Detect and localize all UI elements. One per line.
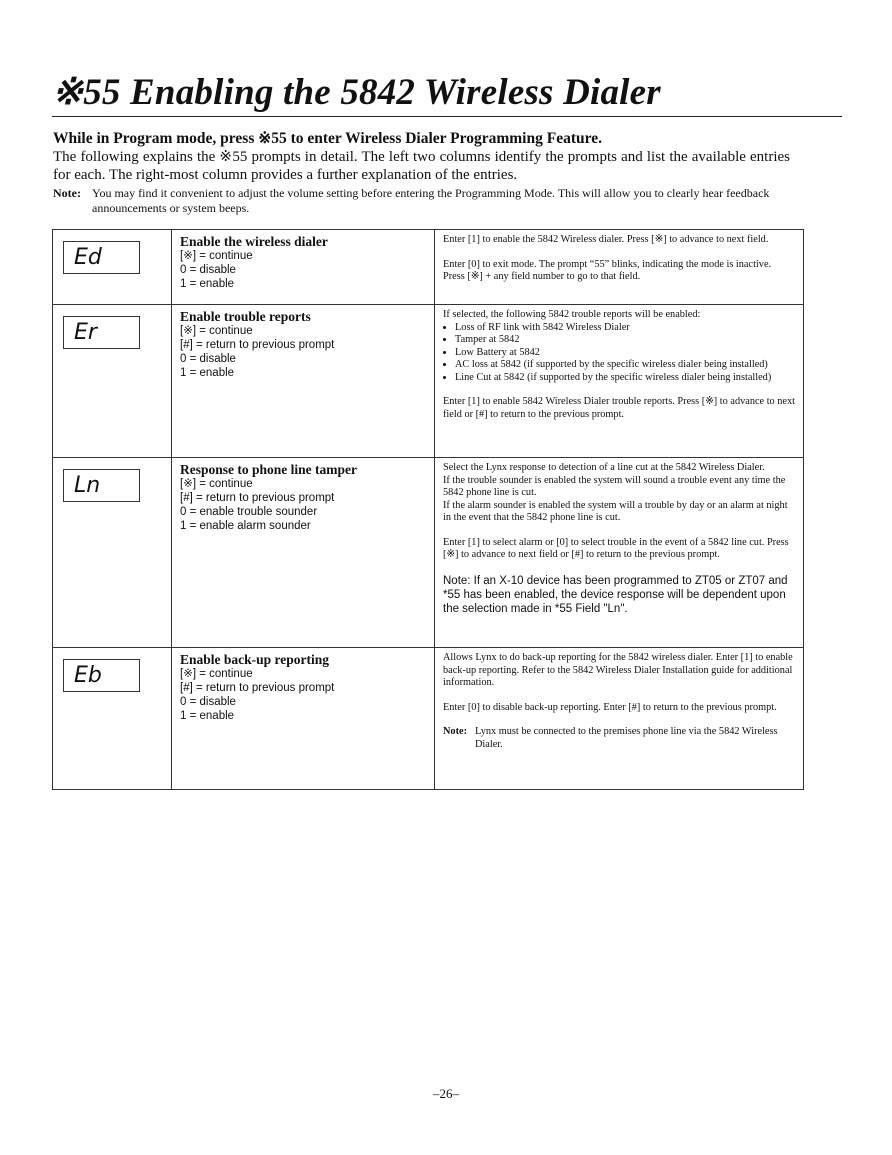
prompt-option: 0 = disable	[180, 696, 236, 708]
display-cell	[53, 648, 172, 790]
description-paragraph: Select the Lynx response to detection of a line cut at the 5842 Wireless Dialer.	[443, 462, 765, 473]
list-item: • Tamper at 5842	[455, 334, 795, 347]
prompt-options	[180, 249, 434, 291]
description-paragraph: If the trouble sounder is enabled the system will sound a trouble event any time the 5842 phone line is cut.	[443, 474, 786, 498]
description-cell	[435, 648, 804, 790]
description-cell	[435, 458, 804, 648]
description-paragraph: Enter [1] to select alarm or [0] to select trouble in the event of a 5842 line cut. Press [※] to advance to next field or [#] to return to the previous prompt.	[443, 536, 789, 560]
prompt-options	[180, 324, 434, 380]
prompt-title: Enable the wireless dialer	[180, 234, 328, 249]
description-cell	[435, 230, 804, 305]
prompt-title: Enable trouble reports	[180, 309, 311, 324]
table-row	[53, 230, 804, 305]
description-cell	[435, 305, 804, 458]
prompt-option: [※] = continue	[180, 478, 253, 490]
note-label: Note:	[443, 726, 468, 737]
table-row	[53, 648, 804, 790]
intro-text: The following explains the ※55 prompts in detail. The left two columns identify the prompts and list the available entries for each. The right-most column provides a further explanation of the entries.	[53, 149, 790, 183]
table-row	[53, 458, 804, 648]
display-cell	[53, 305, 172, 458]
list-item: • Loss of RF link with 5842 Wireless Dialer	[455, 322, 795, 335]
description-paragraph: If the alarm sounder is enabled the system will a trouble by day or an alarm at night in the event that the 5842 phone line is cut.	[443, 499, 788, 523]
backup-note	[443, 726, 795, 751]
prompt-title: Response to phone line tamper	[180, 462, 358, 477]
prompt-option: [#] = return to previous prompt	[180, 492, 335, 504]
prompt-cell	[172, 458, 435, 648]
list-item: • AC loss at 5842 (if supported by the specific wireless dialer being installed)	[455, 359, 795, 372]
prompt-option: 0 = disable	[180, 264, 236, 276]
intro-bold-text: While in Program mode, press ※55 to enter Wireless Dialer Programming Feature.	[53, 130, 602, 147]
prompt-option: [※] = continue	[180, 668, 253, 680]
prompt-option: 0 = disable	[180, 353, 236, 365]
description-paragraph: Enter [0] to exit mode. The prompt “55” blinks, indicating the mode is inactive. Press [※] + any field number to go to that field.	[443, 258, 772, 282]
prompt-cell	[172, 230, 435, 305]
prompt-option: 1 = enable	[180, 710, 235, 722]
keypad-display: Eb	[63, 659, 140, 692]
prompt-option: 1 = enable	[180, 367, 235, 379]
note-text: Lynx must be connected to the premises phone line via the 5842 Wireless Dialer.	[475, 726, 778, 750]
prompt-option: 1 = enable alarm sounder	[180, 520, 311, 532]
prompt-option: [※] = continue	[180, 325, 253, 337]
prompt-options	[180, 667, 434, 723]
prompt-cell	[172, 305, 435, 458]
description-paragraph: Enter [1] to enable 5842 Wireless Dialer trouble reports. Press [※] to advance to next field or [#] to return to the previous prompt.	[443, 396, 795, 420]
prompt-option: [#] = return to previous prompt	[180, 339, 335, 351]
display-cell	[53, 458, 172, 648]
title-rule	[52, 116, 842, 117]
prompt-option: 0 = enable trouble sounder	[180, 506, 318, 518]
description-paragraph: Enter [0] to disable back-up reporting. Enter [#] to return to the previous prompt.	[443, 701, 777, 713]
x10-note: Note: If an X-10 device has been programmed to ZT05 or ZT07 and *55 has been enabled, the device response will be dependent upon the selection made in *55 Field "Ln".	[443, 574, 788, 615]
description-paragraph: Allows Lynx to do back-up reporting for the 5842 wireless dialer. Enter [1] to enable back-up reporting. Refer to the 5842 Wireless Dialer Installation guide for additional information.	[443, 652, 793, 688]
note-label: Note:	[53, 186, 81, 200]
intro-note	[53, 186, 798, 215]
page-number: –26–	[433, 1086, 459, 1101]
display-cell	[53, 230, 172, 305]
prompt-option: [#] = return to previous prompt	[180, 682, 335, 694]
prompt-cell	[172, 648, 435, 790]
note-text: You may find it convenient to adjust the volume setting before entering the Programming Mode. This will allow you to clearly hear feedback announcements or system beeps.	[92, 186, 770, 215]
prompts-table	[52, 229, 804, 790]
list-item: • Low Battery at 5842	[455, 347, 795, 360]
list-item: • Line Cut at 5842 (if supported by the specific wireless dialer being installed)	[455, 372, 795, 385]
prompt-option: [※] = continue	[180, 250, 253, 262]
prompt-options	[180, 477, 434, 533]
page-title: ※55 Enabling the 5842 Wireless Dialer	[52, 72, 661, 113]
keypad-display: Ln	[63, 469, 140, 502]
table-row	[53, 305, 804, 458]
description-paragraph: Enter [1] to enable the 5842 Wireless dialer. Press [※] to advance to next field.	[443, 234, 769, 245]
keypad-display: Ed	[63, 241, 140, 274]
trouble-report-list	[443, 322, 795, 385]
keypad-display: Er	[63, 316, 140, 349]
description-paragraph: If selected, the following 5842 trouble reports will be enabled:	[443, 309, 701, 320]
prompt-option: 1 = enable	[180, 278, 235, 290]
prompt-title: Enable back-up reporting	[180, 652, 330, 667]
